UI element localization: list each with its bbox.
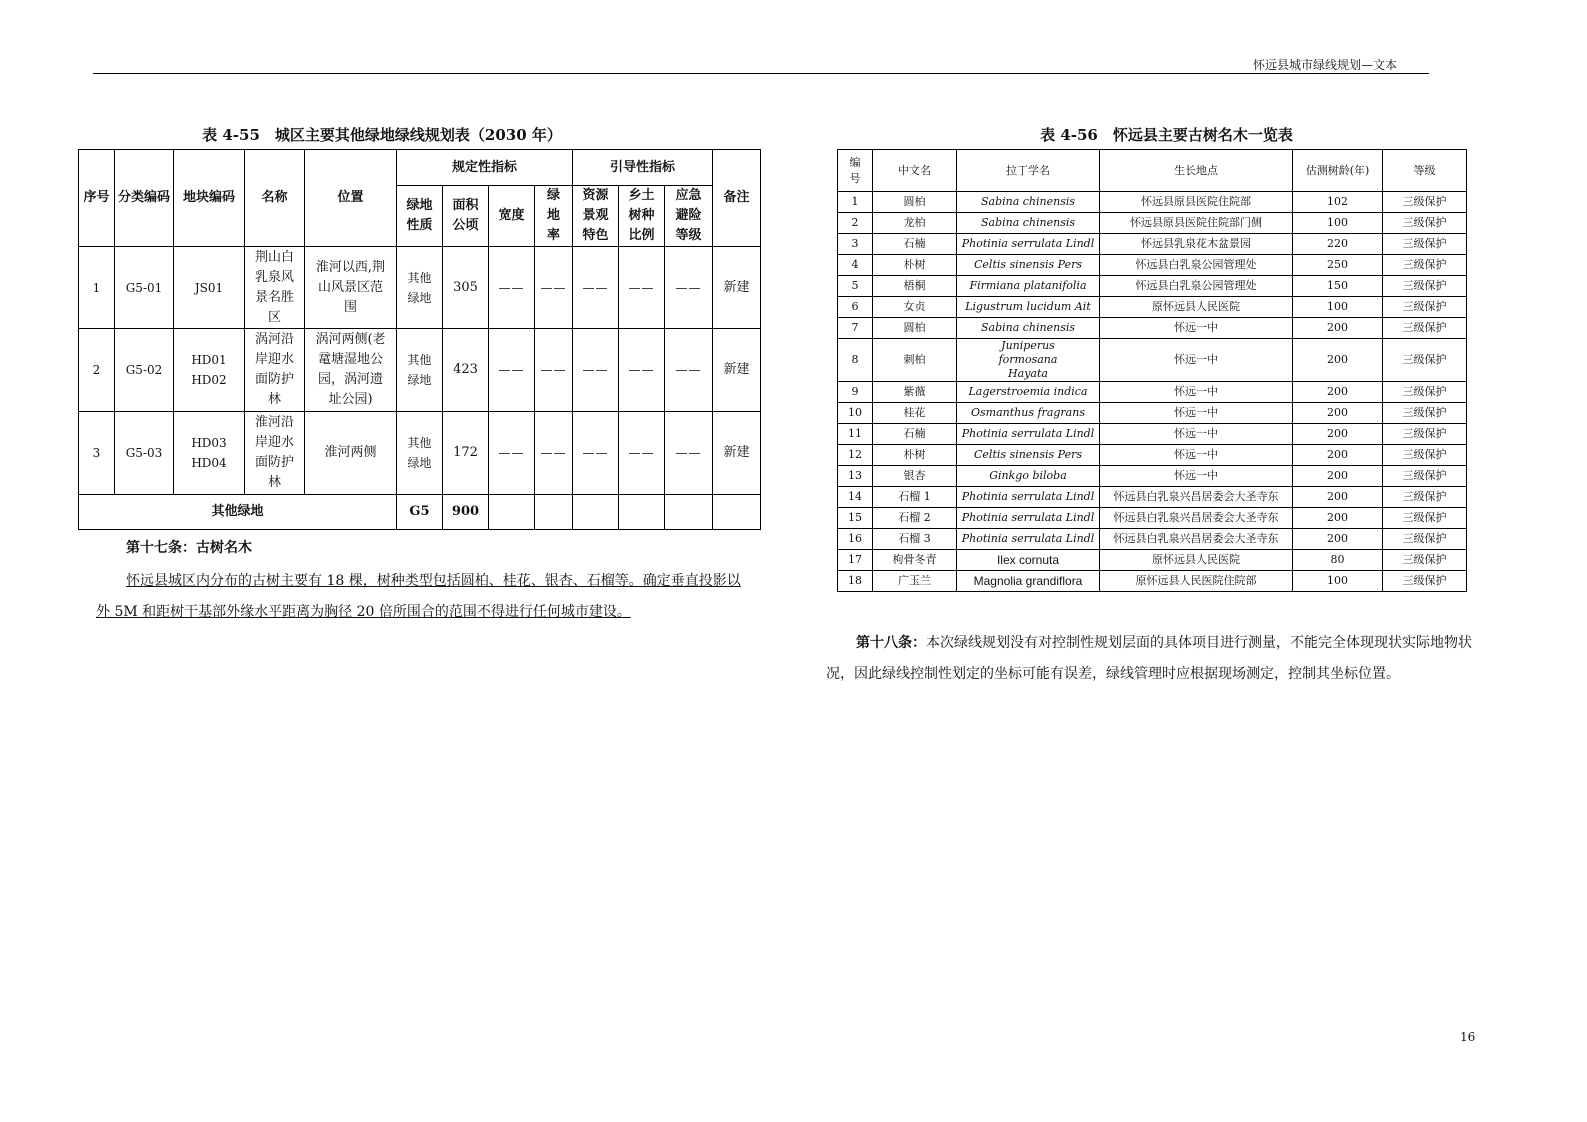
cell-no: 10 xyxy=(838,403,873,424)
cell-width: —— xyxy=(489,329,535,412)
cell-level: 三级保护 xyxy=(1383,466,1467,487)
cell-area: 423 xyxy=(443,329,489,412)
cell-cn: 朴树 xyxy=(873,255,957,276)
cell-place: 怀远一中 xyxy=(1100,339,1293,382)
cell-category: G5-01 xyxy=(115,247,174,329)
cell-remarks: 新建 xyxy=(713,412,761,495)
cell-cn: 女贞 xyxy=(873,297,957,318)
header-remarks: 备注 xyxy=(713,150,761,247)
cell-green-rate: —— xyxy=(535,247,573,329)
header-green-rate: 绿地率 xyxy=(535,186,573,247)
cell-category: G5-02 xyxy=(115,329,174,412)
total-empty xyxy=(665,495,713,530)
cell-no: 2 xyxy=(838,213,873,234)
header-emergency: 应急避险等级 xyxy=(665,186,713,247)
cell-name: 淮河沿岸迎水面防护林 xyxy=(245,412,305,495)
cell-width: —— xyxy=(489,247,535,329)
header-plot-code: 地块编码 xyxy=(174,150,245,247)
total-empty xyxy=(573,495,619,530)
table-row xyxy=(838,445,1467,466)
article18-heading: 第十八条： xyxy=(856,635,926,651)
cell-age: 200 xyxy=(1293,445,1383,466)
cell-age: 200 xyxy=(1293,339,1383,382)
cell-no: 3 xyxy=(838,234,873,255)
cell-latin: Lagerstroemia indica xyxy=(957,382,1100,403)
cell-cn: 石榴 3 xyxy=(873,529,957,550)
cell-place: 怀远县白乳泉兴昌居委会大圣寺东 xyxy=(1100,508,1293,529)
cell-age: 250 xyxy=(1293,255,1383,276)
cell-age: 200 xyxy=(1293,403,1383,424)
cell-place: 怀远县白乳泉公园管理处 xyxy=(1100,255,1293,276)
plot-code: JS01 xyxy=(194,280,224,295)
cell-native: —— xyxy=(619,329,665,412)
cell-level: 三级保护 xyxy=(1383,550,1467,571)
table-row xyxy=(838,508,1467,529)
table-row xyxy=(79,247,761,329)
table-total-row xyxy=(79,495,761,530)
header-guiding: 引导性指标 xyxy=(573,150,713,186)
cell-age: 150 xyxy=(1293,276,1383,297)
cell-place: 怀远县原县医院住院部 xyxy=(1100,192,1293,213)
cell-level: 三级保护 xyxy=(1383,529,1467,550)
cell-place: 怀远一中 xyxy=(1100,318,1293,339)
cell-age: 200 xyxy=(1293,508,1383,529)
cell-seq: 2 xyxy=(79,329,115,412)
cell-green-rate: —— xyxy=(535,329,573,412)
header-latin: 拉丁学名 xyxy=(957,150,1100,192)
cell-level: 三级保护 xyxy=(1383,382,1467,403)
article17-text: 怀远县城区内分布的古树主要有 18 棵，树种类型包括圆柏、桂花、银杏、石榴等。确定垂直投影以外 5M 和距树干基部外缘水平距离为胸径 20 倍所围合的范围不得进行任何城市建设。 xyxy=(96,573,741,620)
plot-code: HD04 xyxy=(191,456,227,470)
cell-seq: 3 xyxy=(79,412,115,495)
cell-place: 怀远一中 xyxy=(1100,403,1293,424)
table56-title: 表 4-56 怀远县主要古树名木一览表 xyxy=(1040,126,1293,144)
cell-seq: 1 xyxy=(79,247,115,329)
cell-no: 4 xyxy=(838,255,873,276)
cell-place: 怀远一中 xyxy=(1100,445,1293,466)
cell-cn: 石榴 1 xyxy=(873,487,957,508)
cell-no: 14 xyxy=(838,487,873,508)
header-resource: 资源景观特色 xyxy=(573,186,619,247)
table-row xyxy=(838,276,1467,297)
cell-plot-code xyxy=(174,247,245,329)
cell-no: 15 xyxy=(838,508,873,529)
cell-latin: Celtis sinensis Pers xyxy=(957,445,1100,466)
cell-name: 涡河沿岸迎水面防护林 xyxy=(245,329,305,412)
plot-code: HD01 xyxy=(191,353,227,367)
table-row xyxy=(838,382,1467,403)
cell-age: 200 xyxy=(1293,487,1383,508)
cell-age: 200 xyxy=(1293,318,1383,339)
table-row xyxy=(838,255,1467,276)
header-rule xyxy=(93,73,1429,74)
cell-no: 6 xyxy=(838,297,873,318)
cell-latin: Photinia serrulata Lindl xyxy=(957,529,1100,550)
total-label: 其他绿地 xyxy=(79,495,397,530)
header-title: 怀远县城市绿线规划—文本 xyxy=(1252,58,1397,72)
cell-latin: Celtis sinensis Pers xyxy=(957,255,1100,276)
cell-latin: Photinia serrulata Lindl xyxy=(957,424,1100,445)
cell-latin: Photinia serrulata Lindl xyxy=(957,487,1100,508)
table-row xyxy=(838,297,1467,318)
table-row xyxy=(838,192,1467,213)
cell-category: G5-03 xyxy=(115,412,174,495)
cell-level: 三级保护 xyxy=(1383,403,1467,424)
cell-level: 三级保护 xyxy=(1383,508,1467,529)
cell-cn: 梧桐 xyxy=(873,276,957,297)
cell-no: 7 xyxy=(838,318,873,339)
header-location: 位置 xyxy=(305,150,397,247)
cell-no: 9 xyxy=(838,382,873,403)
table-row xyxy=(838,234,1467,255)
cell-location: 淮河以西,荆山风景区范围 xyxy=(305,247,397,329)
cell-cn: 紫薇 xyxy=(873,382,957,403)
total-empty xyxy=(713,495,761,530)
cell-place: 怀远县白乳泉兴昌居委会大圣寺东 xyxy=(1100,487,1293,508)
cell-emergency: —— xyxy=(665,412,713,495)
table-row xyxy=(838,318,1467,339)
cell-native: —— xyxy=(619,412,665,495)
cell-cn: 广玉兰 xyxy=(873,571,957,592)
cell-no: 12 xyxy=(838,445,873,466)
cell-cn: 石楠 xyxy=(873,234,957,255)
cell-age: 200 xyxy=(1293,529,1383,550)
cell-area: 172 xyxy=(443,412,489,495)
total-area: 900 xyxy=(443,495,489,530)
table-row xyxy=(838,213,1467,234)
cell-place: 原怀远县人民医院住院部 xyxy=(1100,571,1293,592)
total-code: G5 xyxy=(397,495,443,530)
cell-place: 怀远县白乳泉兴昌居委会大圣寺东 xyxy=(1100,529,1293,550)
table55 xyxy=(78,149,761,530)
table56 xyxy=(837,149,1467,592)
cell-level: 三级保护 xyxy=(1383,571,1467,592)
cell-latin: Sabina chinensis xyxy=(957,318,1100,339)
table-row xyxy=(838,487,1467,508)
cell-place: 原怀远县人民医院 xyxy=(1100,550,1293,571)
header-width: 宽度 xyxy=(489,186,535,247)
table-row xyxy=(838,466,1467,487)
cell-age: 200 xyxy=(1293,466,1383,487)
cell-latin: Sabina chinensis xyxy=(957,213,1100,234)
cell-remarks: 新建 xyxy=(713,329,761,412)
cell-cn: 桂花 xyxy=(873,403,957,424)
cell-age: 100 xyxy=(1293,213,1383,234)
cell-latin: Photinia serrulata Lindl xyxy=(957,234,1100,255)
cell-latin: Ginkgo biloba xyxy=(957,466,1100,487)
cell-no: 16 xyxy=(838,529,873,550)
cell-no: 11 xyxy=(838,424,873,445)
cell-age: 80 xyxy=(1293,550,1383,571)
cell-nature: 其他绿地 xyxy=(397,329,443,412)
cell-cn: 圆柏 xyxy=(873,192,957,213)
cell-level: 三级保护 xyxy=(1383,445,1467,466)
header-level: 等级 xyxy=(1383,150,1467,192)
cell-age: 200 xyxy=(1293,382,1383,403)
cell-resource: —— xyxy=(573,329,619,412)
cell-level: 三级保护 xyxy=(1383,276,1467,297)
cell-age: 200 xyxy=(1293,424,1383,445)
cell-latin: Juniperus formosana Hayata xyxy=(957,339,1100,382)
header-name: 名称 xyxy=(245,150,305,247)
cell-place: 怀远县乳泉花木盆景园 xyxy=(1100,234,1293,255)
cell-remarks: 新建 xyxy=(713,247,761,329)
cell-cn: 银杏 xyxy=(873,466,957,487)
cell-no: 17 xyxy=(838,550,873,571)
table55-title: 表 4-55 城区主要其他绿地绿线规划表（2030 年） xyxy=(202,126,562,144)
article18 xyxy=(826,628,1476,690)
cell-native: —— xyxy=(619,247,665,329)
cell-green-rate: —— xyxy=(535,412,573,495)
header-age: 估测树龄(年) xyxy=(1293,150,1383,192)
plot-code: HD03 xyxy=(191,436,227,450)
cell-age: 220 xyxy=(1293,234,1383,255)
cell-level: 三级保护 xyxy=(1383,297,1467,318)
cell-cn: 圆柏 xyxy=(873,318,957,339)
cell-nature: 其他绿地 xyxy=(397,412,443,495)
cell-level: 三级保护 xyxy=(1383,318,1467,339)
header-green-nature: 绿地性质 xyxy=(397,186,443,247)
cell-level: 三级保护 xyxy=(1383,234,1467,255)
cell-no: 18 xyxy=(838,571,873,592)
total-empty xyxy=(535,495,573,530)
cell-no: 8 xyxy=(838,339,873,382)
cell-latin: Ligustrum lucidum Ait xyxy=(957,297,1100,318)
cell-place: 原怀远县人民医院 xyxy=(1100,297,1293,318)
table56-body xyxy=(838,192,1467,592)
cell-place: 怀远县原县医院住院部门侧 xyxy=(1100,213,1293,234)
cell-nature: 其他绿地 xyxy=(397,247,443,329)
cell-place: 怀远一中 xyxy=(1100,424,1293,445)
table-row xyxy=(838,550,1467,571)
article17-heading: 第十七条：古树名木 xyxy=(126,540,252,556)
cell-place: 怀远县白乳泉公园管理处 xyxy=(1100,276,1293,297)
cell-latin: Firmiana platanifolia xyxy=(957,276,1100,297)
cell-emergency: —— xyxy=(665,247,713,329)
cell-cn: 石榴 2 xyxy=(873,508,957,529)
header-native: 乡土树种比例 xyxy=(619,186,665,247)
table-row xyxy=(838,424,1467,445)
cell-level: 三级保护 xyxy=(1383,213,1467,234)
cell-plot-code xyxy=(174,412,245,495)
cell-cn: 刺柏 xyxy=(873,339,957,382)
cell-emergency: —— xyxy=(665,329,713,412)
page-number: 16 xyxy=(1460,1030,1476,1044)
cell-location: 淮河两侧 xyxy=(305,412,397,495)
table-row xyxy=(838,339,1467,382)
cell-location: 涡河两侧(老鼋塘湿地公园，涡河遗址公园) xyxy=(305,329,397,412)
cell-level: 三级保护 xyxy=(1383,424,1467,445)
cell-level: 三级保护 xyxy=(1383,487,1467,508)
table-row xyxy=(838,529,1467,550)
cell-latin: Photinia serrulata Lindl xyxy=(957,508,1100,529)
table-row xyxy=(838,571,1467,592)
cell-level: 三级保护 xyxy=(1383,255,1467,276)
cell-cn: 石楠 xyxy=(873,424,957,445)
plot-code: HD02 xyxy=(191,373,227,387)
cell-width: —— xyxy=(489,412,535,495)
cell-resource: —— xyxy=(573,412,619,495)
cell-latin: Ilex cornuta xyxy=(957,550,1100,571)
cell-area: 305 xyxy=(443,247,489,329)
article18-text: 本次绿线规划没有对控制性规划层面的具体项目进行测量，不能完全体现现状实际地物状况，因此绿线控制性划定的坐标可能有误差，绿线管理时应根据现场测定，控制其坐标位置。 xyxy=(826,635,1472,682)
table-row xyxy=(79,329,761,412)
cell-latin: Osmanthus fragrans xyxy=(957,403,1100,424)
cell-no: 5 xyxy=(838,276,873,297)
cell-age: 100 xyxy=(1293,571,1383,592)
cell-cn: 枸骨冬青 xyxy=(873,550,957,571)
cell-latin: Sabina chinensis xyxy=(957,192,1100,213)
table-row xyxy=(838,403,1467,424)
cell-age: 102 xyxy=(1293,192,1383,213)
cell-plot-code xyxy=(174,329,245,412)
cell-no: 13 xyxy=(838,466,873,487)
cell-level: 三级保护 xyxy=(1383,192,1467,213)
cell-cn: 龙柏 xyxy=(873,213,957,234)
cell-age: 100 xyxy=(1293,297,1383,318)
cell-place: 怀远一中 xyxy=(1100,382,1293,403)
header-category: 分类编码 xyxy=(115,150,174,247)
header-prescriptive: 规定性指标 xyxy=(397,150,573,186)
total-empty xyxy=(489,495,535,530)
header-area: 面积公顷 xyxy=(443,186,489,247)
table-row xyxy=(79,412,761,495)
cell-resource: —— xyxy=(573,247,619,329)
cell-latin: Magnolia grandiflora xyxy=(957,571,1100,592)
header-no: 编号 xyxy=(838,150,873,192)
cell-name: 荆山白乳泉风景名胜区 xyxy=(245,247,305,329)
cell-no: 1 xyxy=(838,192,873,213)
header-place: 生长地点 xyxy=(1100,150,1293,192)
header-cn: 中文名 xyxy=(873,150,957,192)
cell-place: 怀远一中 xyxy=(1100,466,1293,487)
total-empty xyxy=(619,495,665,530)
header-seq: 序号 xyxy=(79,150,115,247)
cell-level: 三级保护 xyxy=(1383,339,1467,382)
cell-cn: 朴树 xyxy=(873,445,957,466)
